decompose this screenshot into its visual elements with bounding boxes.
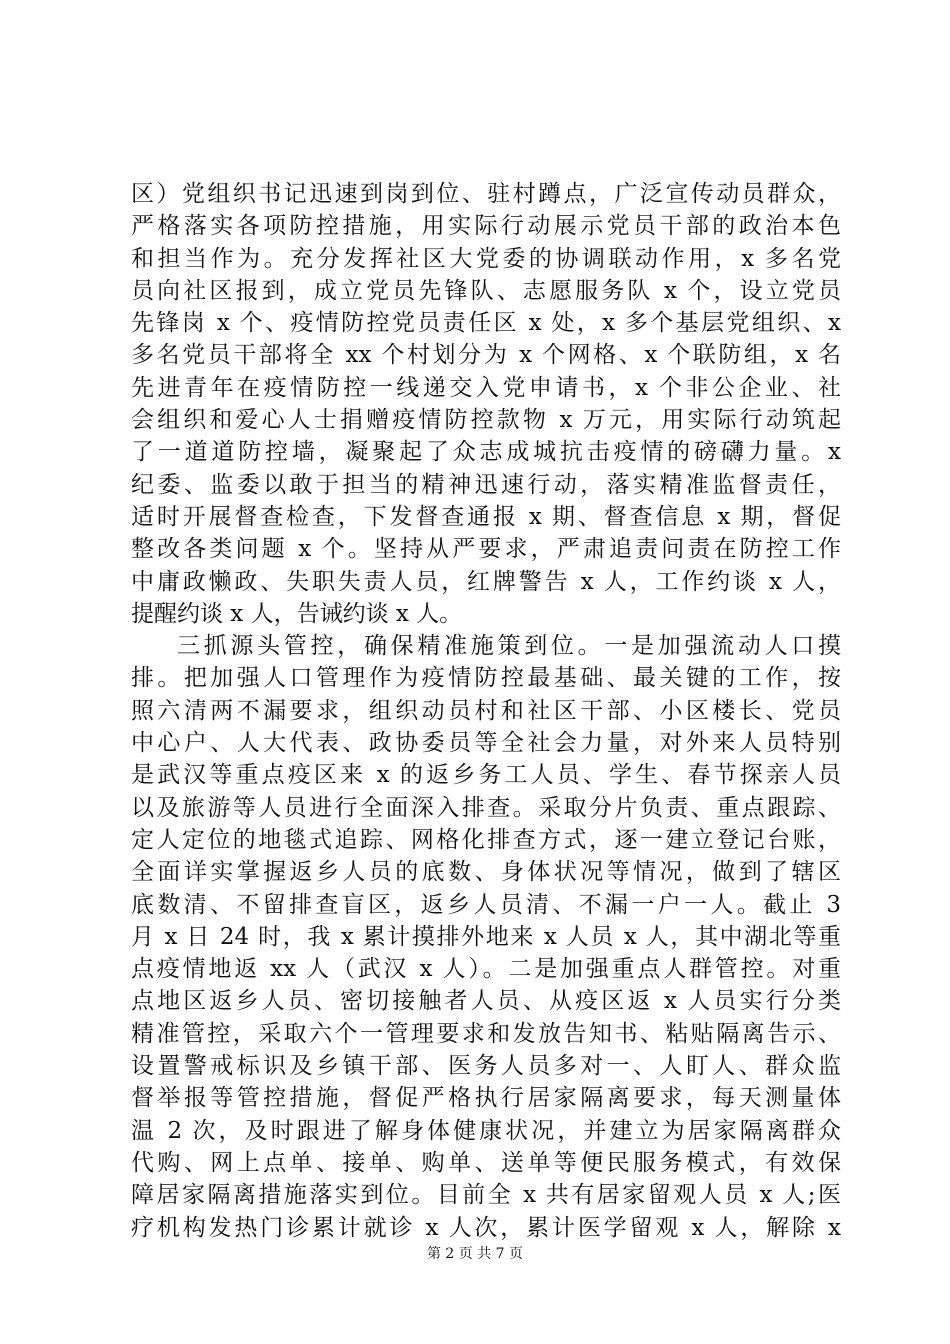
text-line: 提醒约谈 x 人，告诫约谈 x 人。	[131, 600, 463, 627]
text-line: 督举报等管控措施，督促严格执行居家隔离要求，每天测量体	[131, 1085, 841, 1112]
text-line: 照六清两不漏要求，组织动员村和社区干部、小区楼长、党员	[131, 697, 841, 724]
text-line: 中庸政懒政、失职失责人员，红牌警告 x 人，工作约谈 x 人，	[131, 568, 841, 595]
text-line: 障居家隔离措施落实到位。目前全 x 共有居家留观人员 x 人;医	[131, 1182, 841, 1209]
text-line: 全面详实掌握返乡人员的底数、身体状况等情况，做到了辖区	[131, 859, 841, 886]
page-footer	[0, 1243, 950, 1263]
text-line: 设置警戒标识及乡镇干部、医务人员多对一、人盯人、群众监	[131, 1053, 841, 1080]
text-line: 先进青年在疫情防控一线递交入党申请书，x 个非公企业、社	[131, 374, 841, 401]
text-line: 和担当作为。充分发挥社区大党委的协调联动作用，x 多名党	[131, 245, 841, 272]
text-line: 以及旅游等人员进行全面深入排查。采取分片负责、重点跟踪、	[131, 794, 841, 821]
text-line: 点疫情地返 xx 人（武汉 x 人）。二是加强重点人群管控。对重	[131, 956, 841, 983]
text-line: 疗机构发热门诊累计就诊 x 人次，累计医学留观 x 人，解除 x	[131, 1214, 841, 1241]
text-line: 了一道道防控墙，凝聚起了众志成城抗击疫情的磅礴力量。x	[131, 439, 841, 466]
text-line: 区）党组织书记迅速到岗到位、驻村蹲点，广泛宣传动员群众，	[131, 181, 841, 207]
text-line: 定人定位的地毯式追踪、网格化排查方式，逐一建立登记台账，	[131, 826, 841, 853]
document-body	[131, 178, 841, 1244]
text-line: 纪委、监委以敢于担当的精神迅速行动，落实精准监督责任，	[131, 471, 841, 498]
page-number-label: 第 2 页 共 7 页	[426, 1246, 524, 1262]
text-line: 温 2 次，及时跟进了解身体健康状况，并建立为居家隔离群众	[131, 1117, 841, 1144]
text-line: 精准管控，采取六个一管理要求和发放告知书、粘贴隔离告示、	[131, 1020, 841, 1047]
text-line: 排。把加强人口管理作为疫情防控最基础、最关键的工作，按	[131, 665, 841, 692]
text-line: 先锋岗 x 个、疫情防控党员责任区 x 处，x 多个基层党组织、x	[131, 310, 841, 337]
text-line: 点地区返乡人员、密切接触者人员、从疫区返 x 人员实行分类	[131, 988, 841, 1015]
text-line: 月 x 日 24 时，我 x 累计摸排外地来 x 人员 x 人，其中湖北等重	[131, 923, 841, 950]
text-line: 是武汉等重点疫区来 x 的返乡务工人员、学生、春节探亲人员	[131, 762, 841, 789]
text-line: 代购、网上点单、接单、购单、送单等便民服务模式，有效保	[131, 1149, 841, 1176]
text-line: 多名党员干部将全 xx 个村划分为 x 个网格、x 个联防组，x 名	[131, 342, 841, 369]
text-line: 适时开展督查检查，下发督查通报 x 期、督查信息 x 期，督促	[131, 503, 841, 530]
paragraph-start-line: 三抓源头管控，确保精准施策到位。一是加强流动人口摸	[177, 633, 841, 660]
text-line: 中心户、人大代表、政协委员等全社会力量，对外来人员特别	[131, 730, 841, 757]
text-line: 员向社区报到，成立党员先锋队、志愿服务队 x 个，设立党员	[131, 277, 841, 304]
text-line: 整改各类问题 x 个。坚持从严要求，严肃追责问责在防控工作	[131, 536, 841, 563]
text-line: 底数清、不留排查盲区，返乡人员清、不漏一户一人。截止 3	[131, 891, 841, 918]
text-line: 严格落实各项防控措施，用实际行动展示党员干部的政治本色	[131, 213, 841, 240]
text-line: 会组织和爱心人士捐赠疫情防控款物 x 万元，用实际行动筑起	[131, 407, 841, 434]
